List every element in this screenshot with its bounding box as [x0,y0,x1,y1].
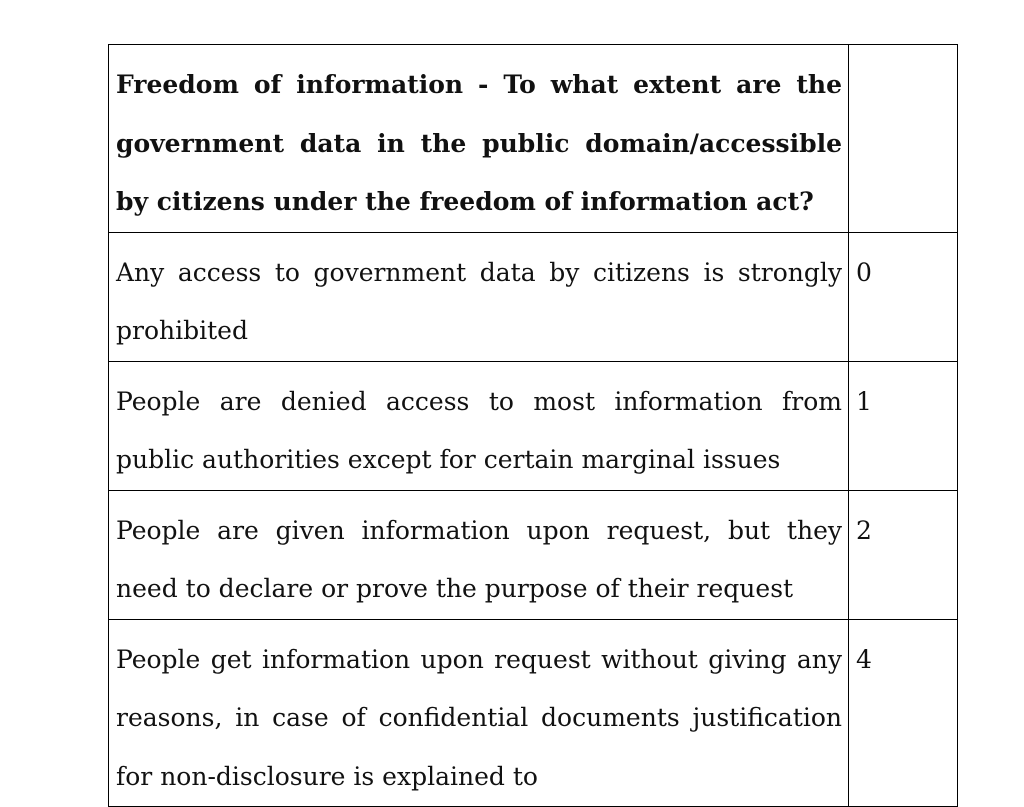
question-text: Freedom of information - To what extent are the government data in the public domain/accessible by citizens under the freedom of information act? [116,70,842,216]
row-description: Any access to government data by citizens is strongly prohibited [116,257,842,345]
scoring-table [108,44,958,807]
description-cell [109,361,849,490]
row-description: People get information upon request without giving any reasons, in case of confidential documents justification for non-disclosure is explained to [116,644,842,791]
table-row [109,619,958,807]
score-cell [849,361,958,490]
description-cell [109,490,849,619]
row-score: 1 [856,386,872,416]
description-cell [109,619,849,807]
table-row [109,490,958,619]
description-cell [109,232,849,361]
row-score: 0 [856,257,872,287]
question-score-cell [849,45,958,233]
score-cell [849,490,958,619]
row-score: 4 [856,644,872,674]
row-score: 2 [856,515,872,545]
row-description: People are given information upon request, but they need to declare or prove the purpose of their request [116,515,842,603]
question-cell [109,45,849,233]
table-header-row [109,45,958,233]
table-row [109,232,958,361]
table-row [109,361,958,490]
score-cell [849,232,958,361]
score-cell [849,619,958,807]
row-description: People are denied access to most information from public authorities except for certain marginal issues [116,386,842,474]
question-score [856,45,951,56]
